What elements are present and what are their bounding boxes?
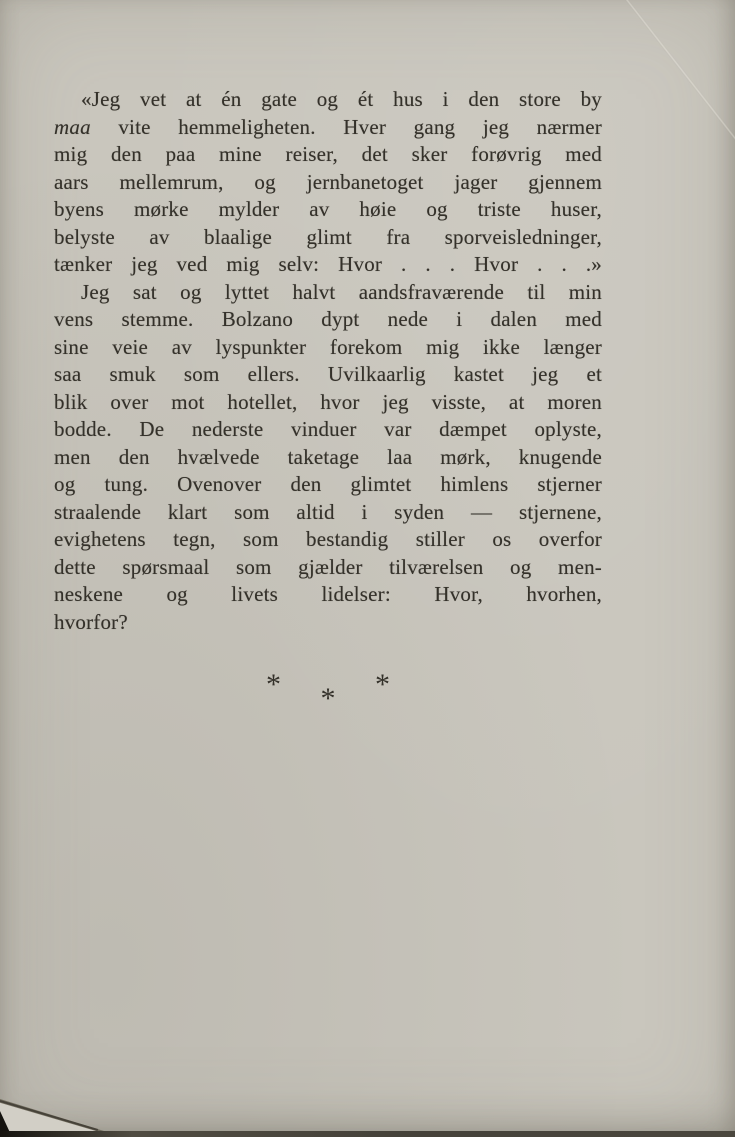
- text-segment: saa smuk som ellers. Uvilkaarlig kastet jeg et: [54, 362, 602, 386]
- text-segment: byens mørke mylder av høie og triste huser,: [54, 197, 602, 221]
- text-segment: dette spørsmaal som gjælder tilværelsen og men-: [54, 554, 602, 579]
- asterisk: *: [320, 682, 336, 715]
- text-line: [54, 361, 602, 389]
- text-segment: bodde. De nederste vinduer var dæmpet oplyste,: [54, 417, 602, 441]
- text-line: [54, 86, 602, 114]
- text-line: [54, 279, 602, 307]
- text-line: [54, 251, 602, 279]
- text-segment: maa: [54, 114, 91, 139]
- text-segment: og tung. Ovenover den glimtet himlens stjerner: [54, 472, 602, 496]
- text-line: [54, 224, 602, 252]
- text-segment: evighetens tegn, som bestandig stiller os overfor: [54, 527, 602, 551]
- text-line: [54, 554, 602, 582]
- page-bottom-edge: [0, 1131, 735, 1137]
- text-line: [54, 141, 602, 169]
- asterism: [54, 668, 602, 715]
- text-block: [54, 86, 602, 636]
- asterisk: *: [375, 668, 390, 701]
- text-line: [54, 609, 602, 637]
- text-segment: neskene og livets lidelser: Hvor, hvorhen,: [54, 582, 602, 606]
- text-segment: straalende klart som altid i syden — stjernene,: [54, 499, 602, 524]
- text-line: [54, 416, 602, 444]
- text-segment: sine veie av lyspunkter forekom mig ikke længer: [54, 334, 602, 359]
- text-segment: vens stemme. Bolzano dypt nede i dalen med: [54, 307, 602, 331]
- text-segment: aars mellemrum, og jernbanetoget jager gjennem: [54, 169, 602, 194]
- text-line: [54, 196, 602, 224]
- text-line: [54, 389, 602, 417]
- text-segment: tænker jeg ved mig selv: Hvor . . . Hvor . . .»: [54, 252, 602, 276]
- text-line: [54, 526, 602, 554]
- text-segment: «Jeg vet at én gate og ét hus i den store by: [81, 87, 602, 111]
- paper-crease: [611, 0, 735, 171]
- paragraph: [54, 86, 602, 279]
- paragraph: [54, 279, 602, 637]
- text-segment: blik over mot hotellet, hvor jeg visste, at moren: [54, 389, 602, 414]
- text-line: [54, 444, 602, 472]
- text-segment: vite hemmeligheten. Hver gang jeg nærmer: [90, 114, 602, 139]
- text-line: [54, 306, 602, 334]
- text-segment: mig den paa mine reiser, det sker forøvrig med: [54, 142, 602, 166]
- asterisk: *: [266, 668, 281, 701]
- text-line: [54, 169, 602, 197]
- text-segment: men den hvælvede taketage laa mørk, knugende: [54, 444, 602, 469]
- text-segment: belyste av blaalige glimt fra sporveisledninger,: [54, 224, 602, 249]
- text-line: [54, 499, 602, 527]
- text-line: [54, 114, 602, 142]
- text-segment: hvorfor?: [54, 609, 128, 634]
- text-line: [54, 581, 602, 609]
- text-line: [54, 471, 602, 499]
- text-segment: Jeg sat og lyttet halvt aandsfraværende til min: [81, 279, 602, 304]
- text-line: [54, 334, 602, 362]
